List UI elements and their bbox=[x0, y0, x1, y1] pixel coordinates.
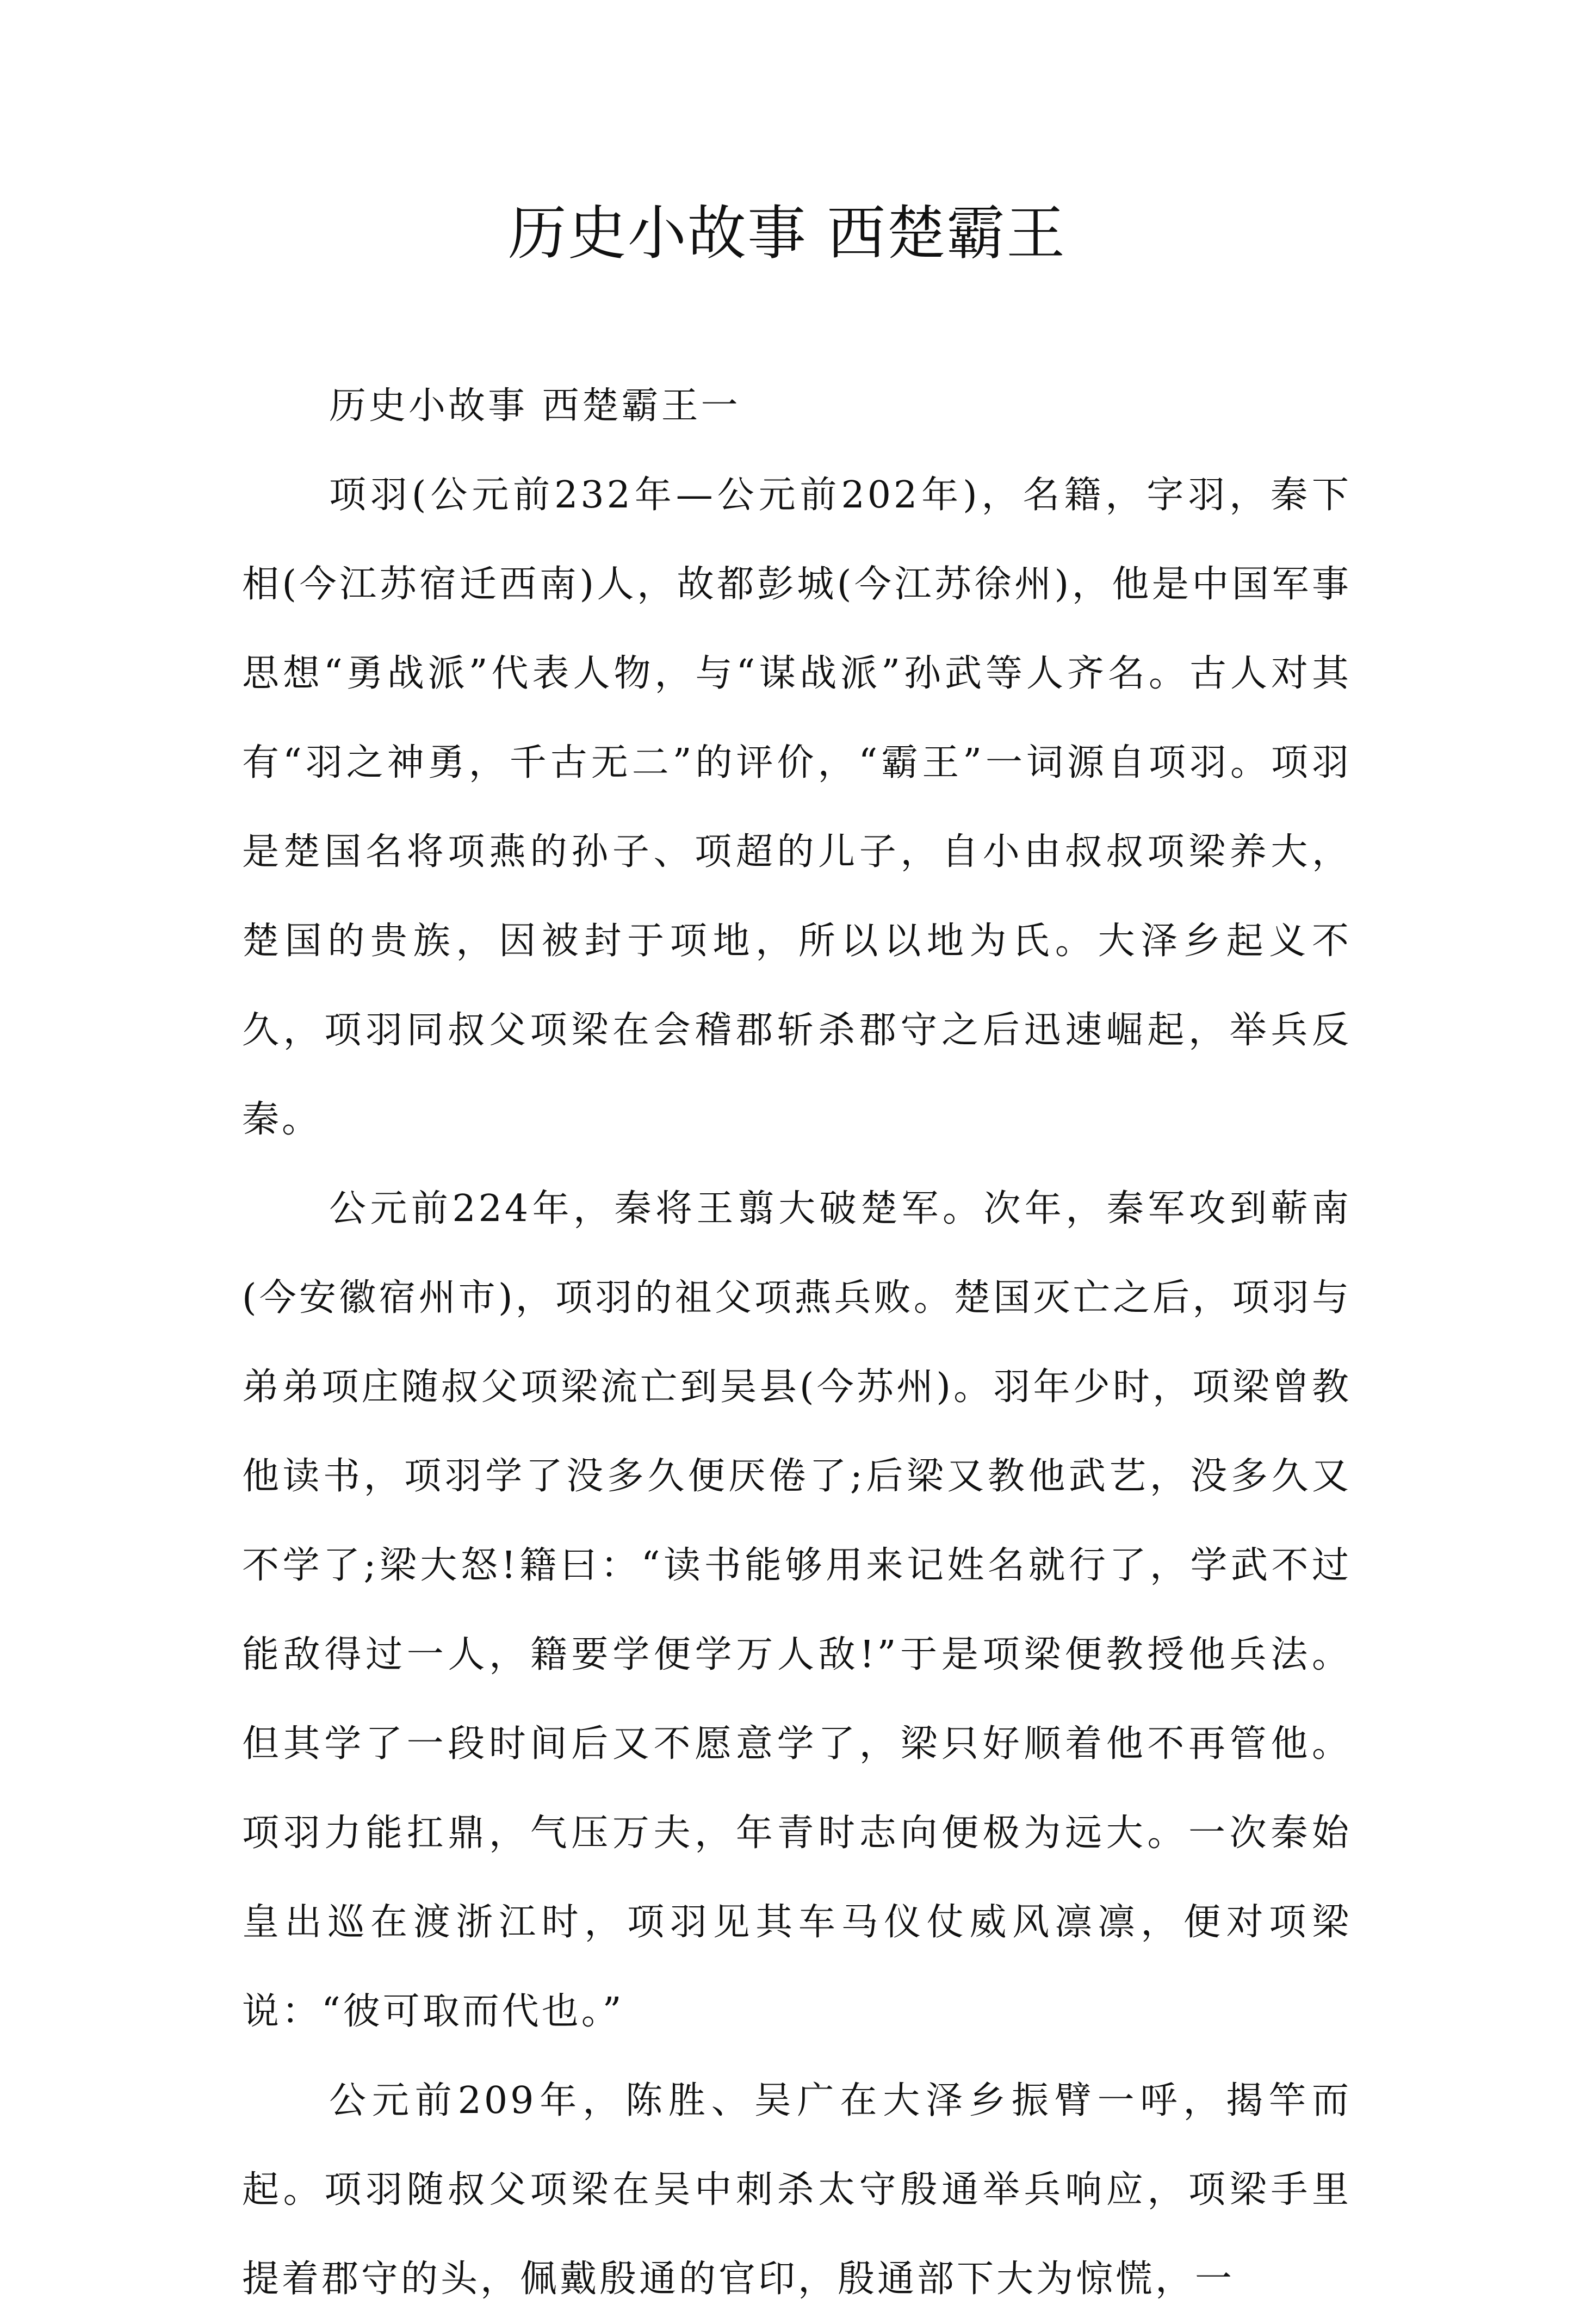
document-title: 历史小故事 西楚霸王 bbox=[507, 200, 1067, 268]
paragraph-2: 公元前224年，秦将王翦大破楚军。次年，秦军攻到蕲南(今安徽宿州市)，项羽的祖父项燕兵败。楚国灭亡之后，项羽与弟弟项庄随叔父项梁流亡到吴县(今苏州)。羽年少时，项梁曾教他读书，项羽学了没多久便厌倦了;后梁又教他武艺，没多久又不学了;梁大怒!籍曰：“读书能够用来记姓名就行了，学武不过能敌得过一人，籍要学便学万人敌!”于是项梁便教授他兵法。但其学了一段时间后又不愿意学了，梁只好顺着他不再管他。项羽力能扛鼎，气压万夫，年青时志向便极为远大。一次秦始皇出巡在渡浙江时，项羽见其车马仪仗威风凛凛，便对项梁说：“彼可取而代也。” bbox=[242, 1187, 1352, 2033]
document-body bbox=[242, 362, 1352, 2324]
paragraph-1: 项羽(公元前232年—公元前202年)，名籍，字羽，秦下相(今江苏宿迁西南)人，故都彭城(今江苏徐州)，他是中国军事思想“勇战派”代表人物，与“谋战派”孙武等人齐名。古人对其有“羽之神勇，千古无二”的评价，“霸王”一词源自项羽。项羽是楚国名将项燕的孙子、项超的儿子，自小由叔叔项梁养大，楚国的贵族，因被封于项地，所以以地为氏。大泽乡起义不久，项羽同叔父项梁在会稽郡斩杀郡守之后迅速崛起，举兵反秦。 bbox=[242, 474, 1352, 1141]
paragraph-subtitle: 历史小故事 西楚霸王一 bbox=[329, 385, 741, 427]
paragraph-3: 公元前209年，陈胜、吴广在大泽乡振臂一呼，揭竿而起。项羽随叔父项梁在吴中刺杀太守殷通举兵响应，项梁手里提着郡守的头，佩戴殷通的官印，殷通部下大为惊慌，一 bbox=[242, 2079, 1352, 2301]
